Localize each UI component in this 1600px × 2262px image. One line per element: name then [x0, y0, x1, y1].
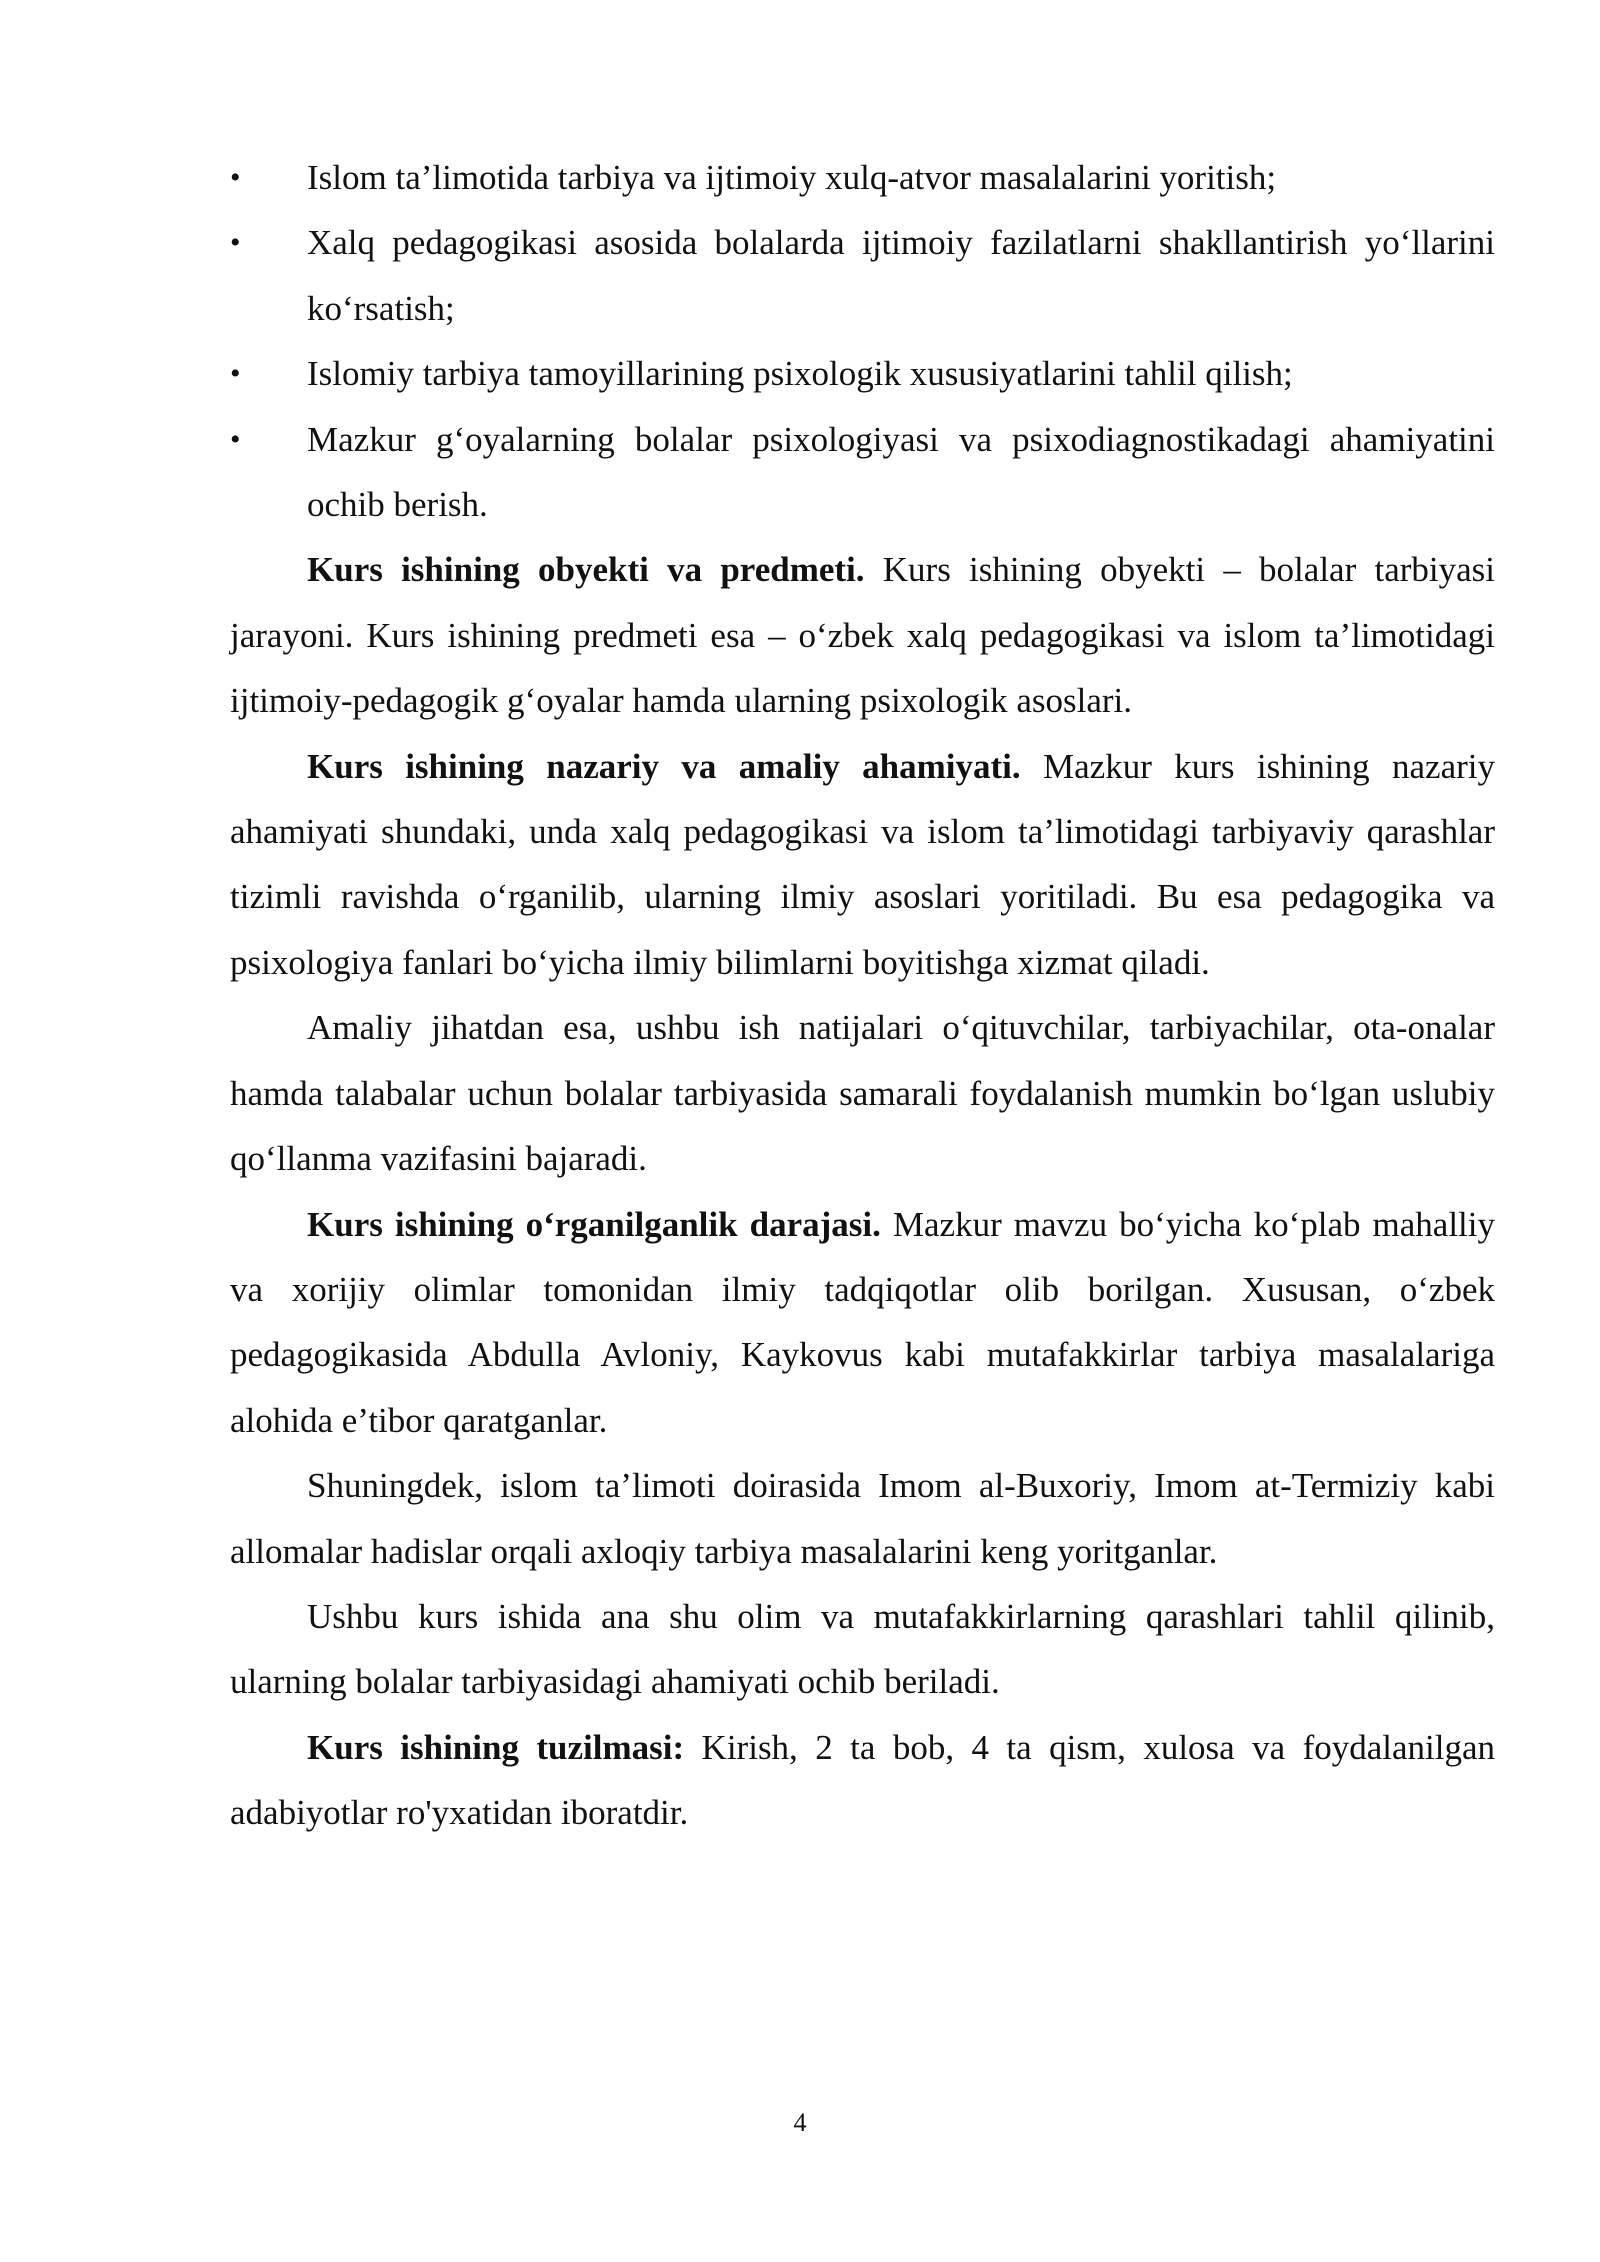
- paragraph-text: Mazkur kurs ishining nazariy ahamiyati shundaki, unda xalq pedagogikasi va islom ta’limotidagi tarbiyaviy qarashlar tizimli ravishda o‘rganilib, ularning ilmiy asoslari yoritiladi. Bu esa pedagogika va psixologiya fanlari bo‘yicha ilmiy bilimlarni boyitishga xizmat qiladi.: [230, 746, 1495, 982]
- paragraph-text: Kirish, 2 ta bob, 4 ta qism, xulosa va foydalanilgan adabiyotlar ro'yxatidan iboratdir.: [230, 1727, 1496, 1833]
- list-item-text: Islomiy tarbiya tamoyillarining psixologik xususiyatlarini tahlil qilish;: [307, 354, 1293, 394]
- bullet-icon: •: [230, 226, 241, 260]
- paragraph-islamic-scholars: [230, 1453, 1495, 1584]
- paragraph-significance: [230, 734, 1495, 996]
- list-item: [230, 407, 1495, 538]
- paragraph-text: Shuningdek, islom ta’limoti doirasida Imom al-Buxoriy, Imom at-Termiziy kabi allomalar hadislar orqali axloqiy tarbiya masalalarini keng yoritganlar.: [230, 1466, 1495, 1571]
- paragraph-heading: Kurs ishining obyekti va predmeti.: [307, 550, 865, 590]
- paragraph-heading: Kurs ishining o‘rganilganlik darajasi.: [307, 1204, 881, 1244]
- page-number: 4: [793, 2108, 807, 2137]
- paragraph-object-subject: [230, 537, 1495, 733]
- paragraph-text: Kurs ishining obyekti – bolalar tarbiyasi jarayoni. Kurs ishining predmeti esa – o‘zbek xalq pedagogikasi va islom ta’limotidagi ijtimoiy-pedagogik g‘oyalar hamda ularning psixologik asoslari.: [230, 550, 1495, 721]
- list-item-text: Islom ta’limotida tarbiya va ijtimoiy xulq-atvor masalalarini yoritish;: [307, 158, 1277, 197]
- list-item: [230, 145, 1495, 210]
- paragraph-text: Amaliy jihatdan esa, ushbu ish natijalari o‘qituvchilar, tarbiyachilar, ota-onalar hamda talabalar uchun bolalar tarbiyasida samarali foydalanish mumkin bo‘lgan uslubiy qo‘llanma vazifasini bajaradi.: [230, 1008, 1495, 1179]
- paragraph-analysis: [230, 1584, 1495, 1715]
- paragraph-study-degree: [230, 1192, 1495, 1454]
- list-item-text: Xalq pedagogikasi asosida bolalarda ijtimoiy fazilatlarni shakllantirish yo‘llarini ko‘rsatish;: [307, 223, 1495, 328]
- page-content: [230, 145, 1495, 1846]
- paragraph-text: Mazkur mavzu bo‘yicha ko‘plab mahalliy va xorijiy olimlar tomonidan ilmiy tadqiqotlar olib borilgan. Xususan, o‘zbek pedagogikasida Abdulla Avloniy, Kaykovus kabi mutafakkirlar tarbiya masalalariga alohida e’tibor qaratganlar.: [230, 1204, 1495, 1440]
- bullet-icon: •: [230, 357, 241, 391]
- paragraph-practical: [230, 995, 1495, 1191]
- list-item: [230, 210, 1495, 341]
- paragraph-text: Ushbu kurs ishida ana shu olim va mutafakkirlarning qarashlari tahlil qilinib, ularning bolalar tarbiyasidagi ahamiyati ochib beriladi.: [230, 1596, 1495, 1702]
- list-item-text: Mazkur g‘oyalarning bolalar psixologiyasi va psixodiagnostikadagi ahamiyatini ochib berish.: [307, 419, 1495, 525]
- bullet-icon: •: [230, 161, 241, 194]
- paragraph-heading: Kurs ishining nazariy va amaliy ahamiyati.: [307, 746, 1021, 786]
- paragraph-structure: [230, 1715, 1495, 1846]
- goals-bullet-list: [230, 145, 1495, 537]
- paragraph-heading: Kurs ishining tuzilmasi:: [307, 1727, 685, 1767]
- list-item: [230, 341, 1495, 406]
- bullet-icon: •: [230, 422, 241, 456]
